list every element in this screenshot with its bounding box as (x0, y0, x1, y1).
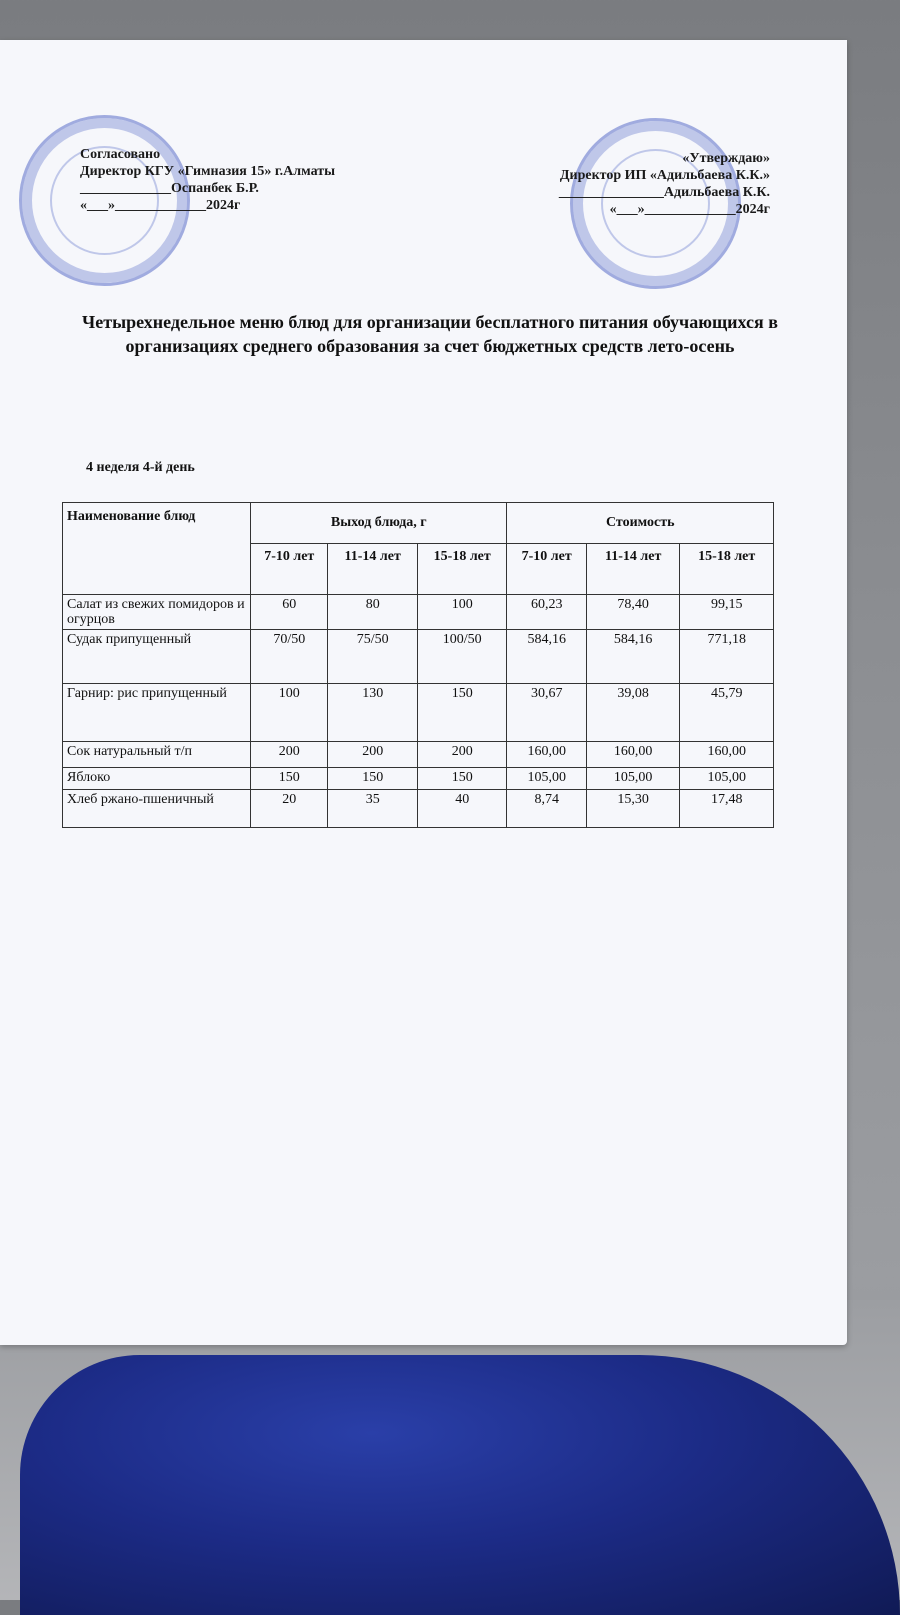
header-row (63, 503, 774, 544)
approval-right-line1: «Утверждаю» (682, 151, 770, 166)
column-header-name: Наименование блюд (63, 503, 251, 595)
column-group-cost: Стоимость (507, 503, 774, 544)
dish-name: Сок натуральный т/п (63, 742, 251, 768)
approval-left-line1: Согласовано (80, 147, 161, 162)
age-header: 11-14 лет (586, 544, 680, 595)
cell-value: 100 (251, 684, 328, 742)
table-row (63, 630, 774, 684)
menu-table (62, 502, 774, 828)
cell-value: 80 (328, 595, 418, 630)
approval-block-right (545, 150, 770, 218)
cell-value: 60 (251, 595, 328, 630)
table-row (63, 742, 774, 768)
blue-fabric (20, 1355, 900, 1615)
approval-right-line2: Директор ИП «Адильбаева К.К.» (559, 168, 770, 183)
cell-value: 160,00 (586, 742, 680, 768)
approval-right-line3: _______________Адильбаева К.К. (558, 185, 770, 200)
cell-value: 105,00 (507, 768, 586, 790)
table-row (63, 790, 774, 828)
table-row (63, 684, 774, 742)
column-group-yield: Выход блюда, г (251, 503, 507, 544)
dish-name: Судак припущенный (63, 630, 251, 684)
cell-value: 45,79 (680, 684, 774, 742)
dish-name: Салат из свежих помидоров и огурцов (63, 595, 251, 630)
day-label: 4 неделя 4-й день (86, 460, 195, 475)
cell-value: 105,00 (680, 768, 774, 790)
cell-value: 30,67 (507, 684, 586, 742)
cell-value: 584,16 (586, 630, 680, 684)
approval-left-line2: Директор КГУ «Гимназия 15» г.Алматы (80, 164, 336, 179)
document-page (0, 40, 847, 1345)
cell-value: 99,15 (680, 595, 774, 630)
table-row (63, 595, 774, 630)
cell-value: 15,30 (586, 790, 680, 828)
cell-value: 70/50 (251, 630, 328, 684)
cell-value: 150 (328, 768, 418, 790)
age-header: 15-18 лет (417, 544, 507, 595)
age-header: 15-18 лет (680, 544, 774, 595)
document-title: Четырехнедельное меню блюд для организации бесплатного питания обучающихся в организациях среднего образования за счет бюджетных средств лето-осень (82, 312, 778, 356)
cell-value: 150 (417, 768, 507, 790)
cell-value: 100 (417, 595, 507, 630)
cell-value: 584,16 (507, 630, 586, 684)
approval-left-line4: «___»_____________2024г (80, 198, 241, 213)
age-header: 7-10 лет (251, 544, 328, 595)
cell-value: 130 (328, 684, 418, 742)
cell-value: 17,48 (680, 790, 774, 828)
cell-value: 20 (251, 790, 328, 828)
dish-name: Яблоко (63, 768, 251, 790)
cell-value: 75/50 (328, 630, 418, 684)
cell-value: 78,40 (586, 595, 680, 630)
age-header: 11-14 лет (328, 544, 418, 595)
cell-value: 771,18 (680, 630, 774, 684)
age-header: 7-10 лет (507, 544, 586, 595)
cell-value: 60,23 (507, 595, 586, 630)
cell-value: 160,00 (680, 742, 774, 768)
approval-right-line4: «___»_____________2024г (609, 202, 770, 217)
cell-value: 35 (328, 790, 418, 828)
cell-value: 150 (251, 768, 328, 790)
cell-value: 40 (417, 790, 507, 828)
cell-value: 8,74 (507, 790, 586, 828)
dish-name: Гарнир: рис припущенный (63, 684, 251, 742)
cell-value: 105,00 (586, 768, 680, 790)
table-row (63, 768, 774, 790)
approval-block-left (80, 146, 335, 214)
cell-value: 150 (417, 684, 507, 742)
cell-value: 160,00 (507, 742, 586, 768)
cell-value: 100/50 (417, 630, 507, 684)
dish-name: Хлеб ржано-пшеничный (63, 790, 251, 828)
cell-value: 200 (328, 742, 418, 768)
approval-left-line3: _____________Оспанбек Б.Р. (80, 181, 259, 196)
cell-value: 39,08 (586, 684, 680, 742)
cell-value: 200 (417, 742, 507, 768)
cell-value: 200 (251, 742, 328, 768)
